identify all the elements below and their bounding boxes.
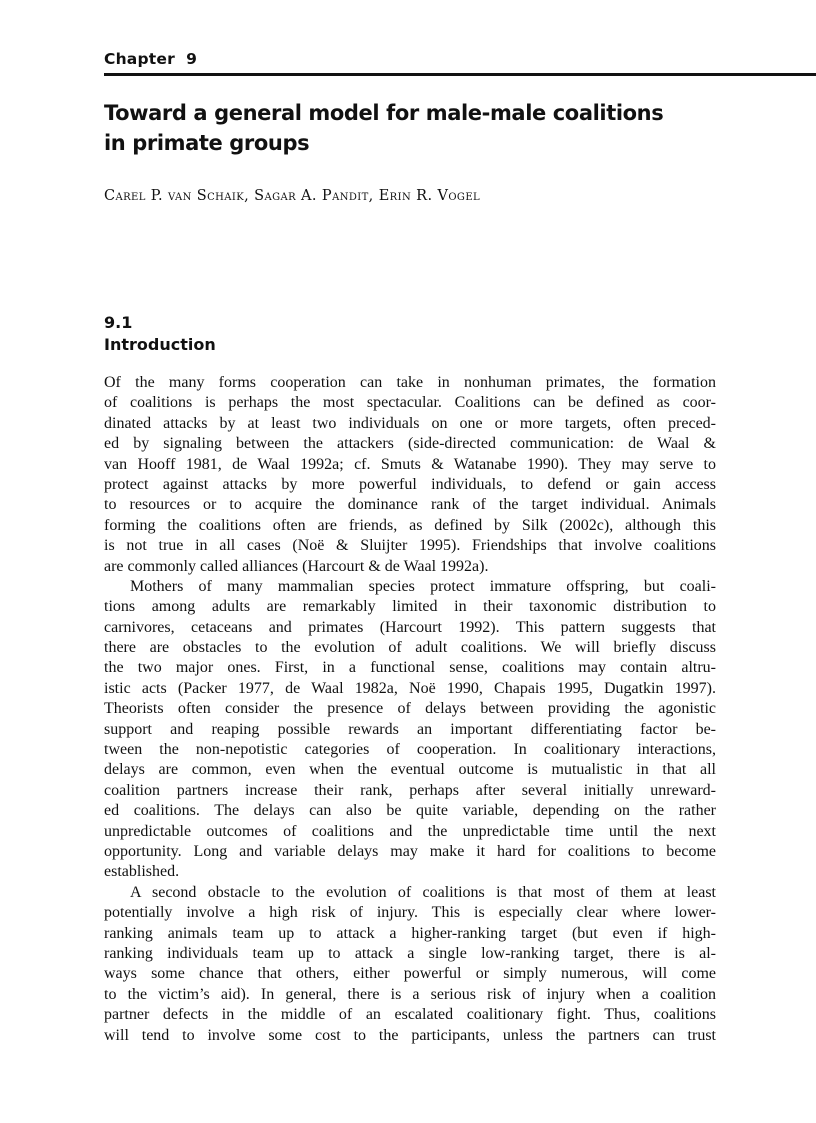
author-list: Carel P. van Schaik, Sagar A. Pandit, Erin R. Vogel — [104, 188, 481, 204]
text-line: of coalitions is perhaps the most spectacular. Coalitions can be defined as coor- — [104, 394, 716, 412]
text-line: partner defects in the middle of an escalated coalitionary fight. Thus, coalitions — [104, 1006, 716, 1024]
chapter-rule — [104, 73, 816, 76]
text-line: ed by signaling between the attackers (side-directed communication: de Waal & — [104, 435, 716, 453]
text-line: unpredictable outcomes of coalitions and the unpredictable time until the next — [104, 822, 716, 840]
text-line: opportunity. Long and variable delays may make it hard for coalitions to become — [104, 842, 716, 860]
text-line: are commonly called alliances (Harcourt & de Waal 1992a). — [104, 557, 489, 575]
text-line: ranking individuals team up to attack a single low-ranking target, there is al- — [104, 944, 716, 962]
text-line: Mothers of many mammalian species protect immature offspring, but coali- — [130, 577, 716, 595]
body-text — [104, 373, 716, 1046]
text-line: ways some chance that others, either powerful or simply numerous, will come — [104, 965, 716, 983]
text-line: will tend to involve some cost to the participants, unless the partners can trust — [104, 1026, 716, 1044]
text-line: support and reaping possible rewards an important differentiating factor be- — [104, 720, 716, 738]
chapter-title — [104, 98, 744, 158]
text-line: istic acts (Packer 1977, de Waal 1982a, Noë 1990, Chapais 1995, Dugatkin 1997). — [104, 679, 716, 697]
text-line: van Hooff 1981, de Waal 1992a; cf. Smuts & Watanabe 1990). They may serve to — [104, 455, 716, 473]
text-line: ed coalitions. The delays can also be quite variable, depending on the rather — [104, 802, 716, 820]
text-line: protect against attacks by more powerful individuals, to defend or gain access — [104, 475, 716, 493]
chapter-label: Chapter 9 — [104, 50, 198, 68]
chapter-title-line: in primate groups — [104, 131, 310, 155]
text-line: is not true in all cases (Noë & Sluijter 1995). Friendships that involve coalitions — [104, 537, 716, 555]
text-line: A second obstacle to the evolution of coalitions is that most of them at least — [130, 883, 716, 901]
text-line: tween the non-nepotistic categories of cooperation. In coalitionary interactions, — [104, 741, 716, 759]
text-line: ranking animals team up to attack a higher-ranking target (but even if high- — [104, 924, 716, 942]
text-line: to resources or to acquire the dominance rank of the target individual. Animals — [104, 496, 716, 514]
text-line: the two major ones. First, in a functional sense, coalitions may contain altru- — [104, 659, 716, 677]
text-line: potentially involve a high risk of injury. This is especially clear where lower- — [104, 904, 716, 922]
text-line: Of the many forms cooperation can take in nonhuman primates, the formation — [104, 374, 716, 391]
text-line: delays are common, even when the eventual outcome is mutualistic in that all — [104, 761, 716, 779]
text-line: established. — [104, 863, 180, 881]
text-line: to the victim’s aid). In general, there is a serious risk of injury when a coalition — [104, 985, 716, 1003]
section-title: Introduction — [104, 335, 216, 354]
text-line: coalition partners increase their rank, perhaps after several initially unreward- — [104, 781, 716, 799]
text-line: tions among adults are remarkably limited in their taxonomic distribution to — [104, 598, 716, 616]
text-line: dinated attacks by at least two individuals on one or more targets, often preced- — [104, 414, 716, 432]
section-number: 9.1 — [104, 313, 133, 332]
text-line: forming the coalitions often are friends, as defined by Silk (2002c), although this — [104, 516, 716, 534]
chapter-title-line: Toward a general model for male-male coalitions — [104, 101, 664, 125]
text-line: Theorists often consider the presence of delays between providing the agonistic — [104, 700, 716, 718]
text-line: carnivores, cetaceans and primates (Harcourt 1992). This pattern suggests that — [104, 618, 716, 636]
text-line: there are obstacles to the evolution of adult coalitions. We will briefly discuss — [104, 639, 716, 657]
